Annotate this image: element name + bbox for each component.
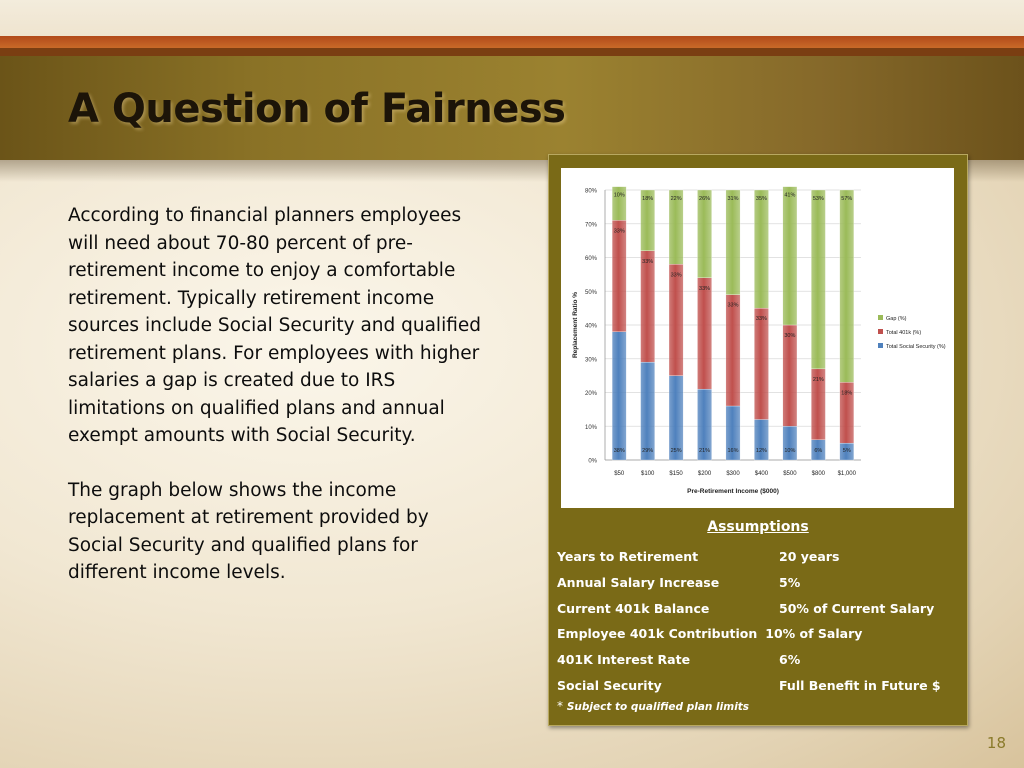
x-tick-label: $1,000 [837,471,856,477]
bar-segment [612,220,626,331]
assumption-row [557,652,800,667]
data-label: 6% [814,448,823,454]
bar-segment [840,190,854,382]
data-label: 33% [727,302,739,309]
data-label: 53% [812,196,824,202]
data-label: 25% [670,448,682,454]
data-label: 33% [613,228,625,235]
legend-label: Total Social Security (%) [886,344,946,350]
x-tick-label: $100 [640,471,655,477]
data-label: 33% [699,285,711,292]
data-label: 38% [613,448,625,454]
brown-stripe [0,48,1024,56]
chart-panel [548,154,968,726]
assumption-row [557,549,839,564]
assumption-label: Annual Salary Increase [557,575,720,590]
y-tick-label: 30% [584,357,597,364]
legend-swatch [878,315,883,320]
paragraph-2: The graph below shows the income replacement at retirement provided by Social Security and qualified plans for different income levels. [68,479,429,583]
page-number: 18 [986,734,1006,752]
data-label: 30% [784,333,796,339]
data-label: 33% [670,272,682,279]
footnote-text: Subject to qualified plan limits [566,701,750,713]
bar-segment [783,187,797,325]
chart-container [561,168,954,508]
y-tick-label: 70% [584,222,597,229]
assumption-value: 50% of Current Salary [779,601,935,616]
assumption-row [557,626,862,641]
assumption-label: 401K Interest Rate [557,652,691,667]
body-text [68,202,488,614]
data-label: 16% [727,448,739,454]
bar-segment [641,362,655,460]
legend-label: Total 401k (%) [886,330,922,336]
data-label: 33% [755,316,767,323]
footnote [557,699,749,713]
data-label: 10% [784,448,796,454]
assumption-value: Full Benefit in Future $ [779,678,941,693]
data-label: 33% [642,258,654,265]
y-tick-label: 80% [584,188,597,195]
assumption-label: Current 401k Balance [557,601,710,616]
data-label: 35% [755,196,767,202]
bar-segment [697,278,711,389]
x-tick-label: $50 [614,471,625,477]
assumptions-title: Assumptions [707,519,809,535]
paragraph-1: According to financial planners employees will need about 70-80 percent of pre-retirement income to enjoy a comfortable retirement. Typically retirement income sources include Social Security and qualified retirement plans. For employees with higher salaries a gap is created due to IRS limitations on qualified plans and annual exempt amounts with Social Security. [68,205,481,446]
data-label: 29% [642,448,654,454]
assumption-row [557,678,941,693]
top-bar [0,0,1024,36]
bar-segment [641,251,655,362]
assumption-value: 6% [779,652,801,667]
footnote-mark: * [557,699,563,713]
slide-title: A Question of Fairness [68,86,566,132]
x-tick-label: $400 [754,471,769,477]
assumption-label: Years to Retirement [557,549,699,564]
assumption-label: Employee 401k Contribution [557,626,758,641]
y-tick-label: 60% [584,256,597,262]
data-label: 21% [812,376,824,383]
bar-segment [726,190,740,295]
y-tick-label: 0% [588,458,597,465]
bar-segment [783,426,797,460]
x-tick-label: $500 [783,471,797,477]
data-label: 31% [727,196,739,202]
stacked-bar-chart [561,168,954,508]
bar-segment [612,332,626,460]
bar-segment [754,190,768,308]
bar-segment [726,295,740,406]
assumption-label: Social Security [557,678,662,693]
data-label: 12% [755,448,767,454]
data-label: 41% [784,192,796,199]
assumption-value: 20 years [779,549,840,564]
assumption-value: 5% [779,575,801,590]
y-axis-title: Replacement Ratio % [572,291,579,359]
data-label: 26% [699,196,711,202]
legend-swatch [878,329,883,334]
y-tick-label: 10% [584,424,597,431]
bar-segment [811,190,825,369]
bar-segment [754,308,768,419]
x-axis-title: Pre-Retirement Income ($000) [687,488,779,495]
assumption-row [557,575,800,590]
data-label: 22% [670,196,682,202]
data-label: 10% [613,192,625,199]
bar-segment [783,325,797,426]
x-tick-label: $150 [669,471,683,477]
data-label: 57% [841,196,853,202]
x-tick-label: $800 [811,471,826,477]
x-tick-label: $300 [726,471,740,477]
x-tick-label: $200 [697,471,712,477]
y-tick-label: 50% [584,289,597,296]
legend-swatch [878,343,883,348]
data-label: 5% [842,448,851,454]
assumption-row [557,601,934,616]
orange-stripe [0,36,1024,48]
bar-segment [669,264,683,375]
legend-label: Gap (%) [886,316,907,322]
data-label: 18% [642,196,654,202]
data-label: 18% [841,390,853,397]
y-tick-label: 20% [584,391,597,397]
assumption-value: 10% of Salary [765,626,863,641]
bar-segment [697,190,711,278]
y-tick-label: 40% [584,323,597,330]
data-label: 21% [699,448,711,454]
